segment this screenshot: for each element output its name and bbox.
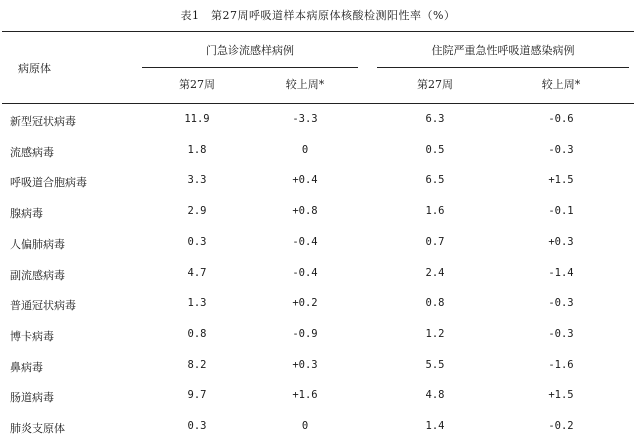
row-op-change: +0.8 bbox=[292, 205, 318, 217]
row-pathogen-name: 流感病毒 bbox=[10, 146, 54, 159]
row-pathogen-name: 呼吸道合胞病毒 bbox=[10, 176, 87, 189]
row-ip-change: -0.1 bbox=[548, 205, 574, 217]
row-ip-week: 1.2 bbox=[425, 328, 445, 340]
row-ip-week: 1.6 bbox=[425, 205, 445, 217]
row-pathogen-name: 人偏肺病毒 bbox=[10, 238, 65, 251]
row-op-week: 0.3 bbox=[187, 236, 207, 248]
row-ip-change: -1.6 bbox=[548, 359, 574, 371]
row-op-week: 2.9 bbox=[187, 205, 207, 217]
row-pathogen-name: 鼻病毒 bbox=[10, 361, 43, 374]
row-op-change: 0 bbox=[301, 144, 309, 156]
row-ip-change: -0.3 bbox=[548, 144, 574, 156]
row-op-week: 9.7 bbox=[187, 389, 207, 401]
row-op-week: 0.3 bbox=[187, 420, 207, 432]
row-ip-week: 0.8 bbox=[425, 297, 445, 309]
row-ip-week: 0.7 bbox=[425, 236, 445, 248]
header-op-week: 第27周 bbox=[179, 78, 215, 91]
row-ip-change: -0.6 bbox=[548, 113, 574, 125]
row-op-change: +0.3 bbox=[292, 359, 318, 371]
row-op-change: +1.6 bbox=[292, 389, 318, 401]
row-ip-week: 1.4 bbox=[425, 420, 445, 432]
header-group-outpatient: 门急诊流感样病例 bbox=[206, 44, 294, 57]
header-pathogen: 病原体 bbox=[18, 62, 51, 75]
row-pathogen-name: 副流感病毒 bbox=[10, 269, 65, 282]
row-op-week: 8.2 bbox=[187, 359, 207, 371]
row-pathogen-name: 肺炎支原体 bbox=[10, 422, 65, 435]
row-ip-week: 5.5 bbox=[425, 359, 445, 371]
row-ip-change: -0.2 bbox=[548, 420, 574, 432]
row-ip-change: -1.4 bbox=[548, 267, 574, 279]
table-caption: 表1 第27周呼吸道样本病原体核酸检测阳性率（%） bbox=[180, 9, 456, 22]
row-op-change: -0.4 bbox=[292, 236, 318, 248]
row-ip-week: 6.3 bbox=[425, 113, 445, 125]
top-rule bbox=[2, 31, 634, 32]
group-rule-inpatient bbox=[377, 67, 629, 68]
row-op-week: 1.8 bbox=[187, 144, 207, 156]
row-op-week: 3.3 bbox=[187, 174, 207, 186]
header-group-inpatient: 住院严重急性呼吸道感染病例 bbox=[431, 44, 575, 57]
row-ip-change: -0.3 bbox=[548, 328, 574, 340]
row-ip-week: 4.8 bbox=[425, 389, 445, 401]
row-ip-week: 6.5 bbox=[425, 174, 445, 186]
row-op-change: -0.9 bbox=[292, 328, 318, 340]
row-ip-change: -0.3 bbox=[548, 297, 574, 309]
row-ip-week: 0.5 bbox=[425, 144, 445, 156]
row-op-change: -3.3 bbox=[292, 113, 318, 125]
header-ip-week: 第27周 bbox=[417, 78, 453, 91]
row-op-change: +0.4 bbox=[292, 174, 318, 186]
row-pathogen-name: 肠道病毒 bbox=[10, 391, 54, 404]
row-ip-change: +0.3 bbox=[548, 236, 574, 248]
header-op-change: 较上周* bbox=[285, 78, 325, 91]
row-ip-week: 2.4 bbox=[425, 267, 445, 279]
row-pathogen-name: 腺病毒 bbox=[10, 207, 43, 220]
header-ip-change: 较上周* bbox=[541, 78, 581, 91]
row-op-week: 1.3 bbox=[187, 297, 207, 309]
row-pathogen-name: 新型冠状病毒 bbox=[10, 115, 76, 128]
row-pathogen-name: 博卡病毒 bbox=[10, 330, 54, 343]
row-ip-change: +1.5 bbox=[548, 389, 574, 401]
row-op-change: 0 bbox=[301, 420, 309, 432]
row-op-change: -0.4 bbox=[292, 267, 318, 279]
header-rule bbox=[2, 103, 634, 104]
row-op-change: +0.2 bbox=[292, 297, 318, 309]
row-op-week: 11.9 bbox=[184, 113, 210, 125]
row-pathogen-name: 普通冠状病毒 bbox=[10, 299, 76, 312]
row-op-week: 4.7 bbox=[187, 267, 207, 279]
row-op-week: 0.8 bbox=[187, 328, 207, 340]
group-rule-outpatient bbox=[142, 67, 358, 68]
row-ip-change: +1.5 bbox=[548, 174, 574, 186]
